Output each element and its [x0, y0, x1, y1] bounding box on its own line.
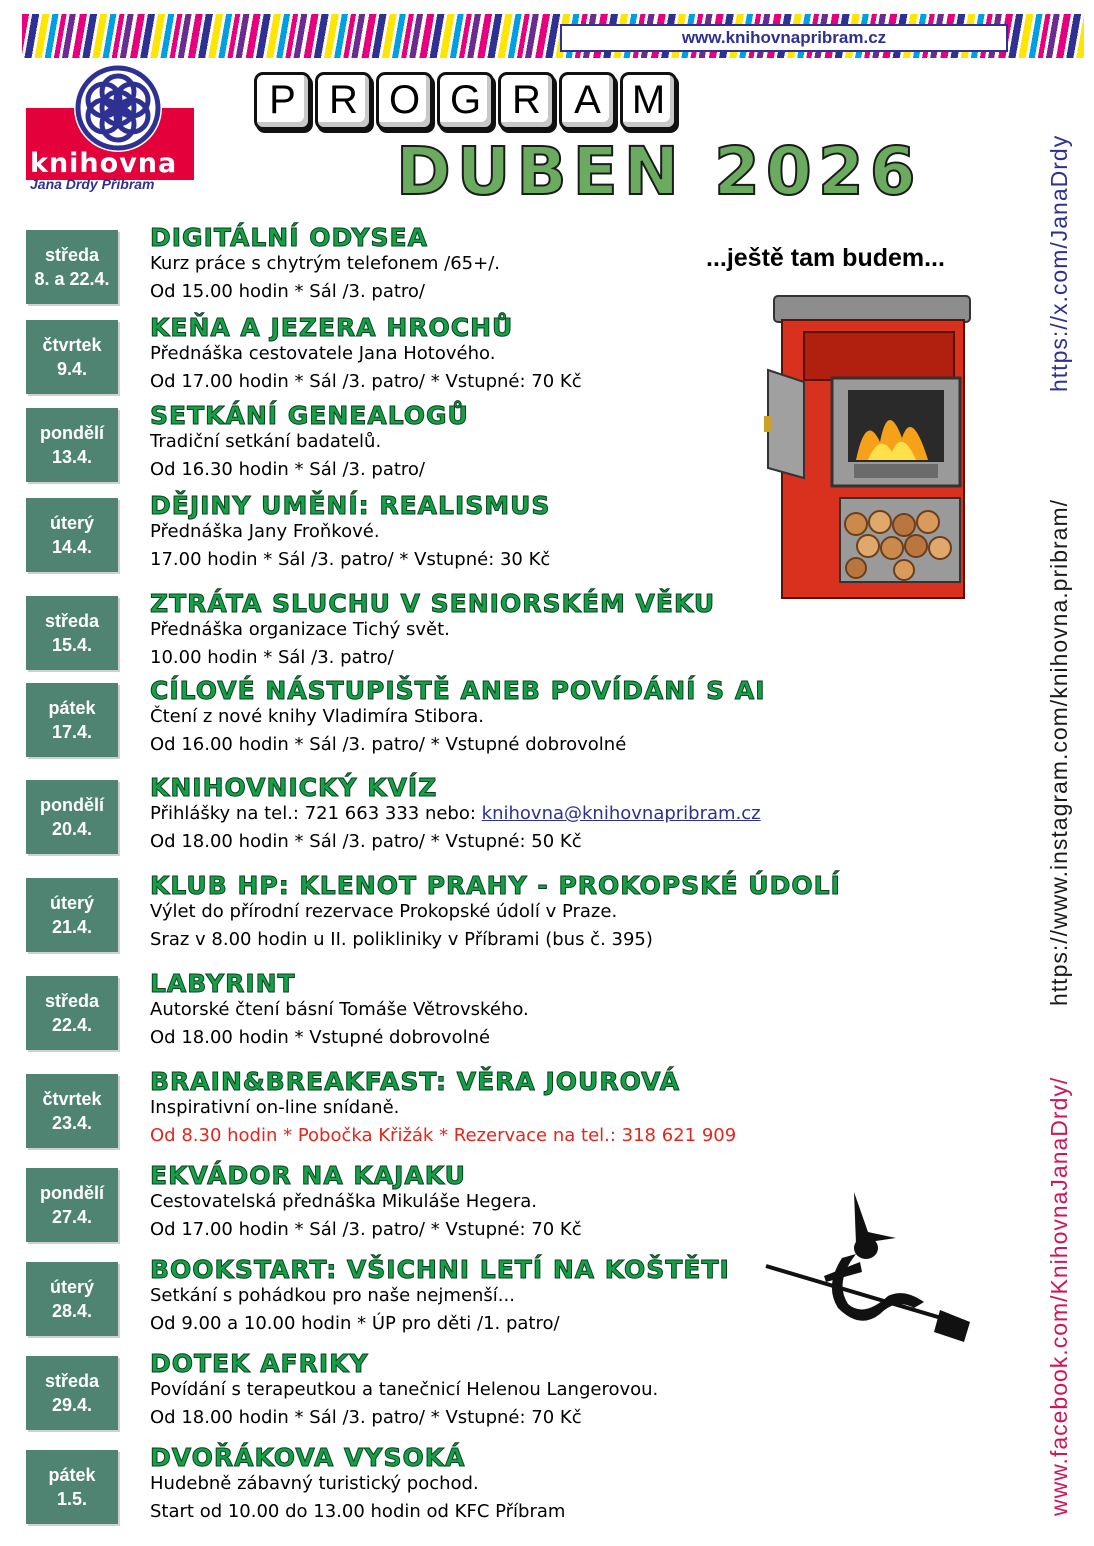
keycap: M	[620, 72, 677, 130]
event-title: BOOKSTART: VŠICHNI LETÍ NA KOŠTĚTI	[150, 1255, 730, 1284]
event-description	[150, 618, 450, 642]
date-day: 9.4.	[56, 359, 88, 379]
date-badge	[26, 976, 118, 1050]
event-description-text: Přednáška cestovatele Jana Hotového.	[150, 343, 496, 364]
event-description-text: Cestovatelská přednáška Mikuláše Hegera.	[150, 1191, 538, 1212]
event-description-text: Tradiční setkání badatelů.	[150, 431, 382, 452]
date-day: 15.4.	[51, 635, 93, 655]
event-description-text: Výlet do přírodní rezervace Prokopské údolí v Praze.	[150, 901, 618, 922]
event-description-text: Přednáška Jany Froňkové.	[150, 521, 380, 542]
event-details: Od 8.30 hodin * Pobočka Křižák * Rezervace na tel.: 318 621 909	[150, 1125, 737, 1146]
event-description	[150, 1378, 658, 1402]
logo-subtitle: Jana Drdy Příbram	[30, 176, 155, 192]
event-description	[150, 342, 495, 366]
date-day: 29.4.	[51, 1395, 93, 1415]
event-description	[150, 1472, 479, 1496]
event-title: EKVÁDOR NA KAJAKU	[150, 1161, 466, 1190]
event-description-text: Hudebně zábavný turistický pochod.	[150, 1473, 479, 1494]
website-link[interactable]: www.knihovnapribram.cz	[560, 24, 1008, 52]
event-details: Start od 10.00 do 13.00 hodin od KFC Příbram	[150, 1501, 566, 1522]
date-badge	[26, 780, 118, 854]
event-title: ZTRÁTA SLUCHU V SENIORSKÉM VĚKU	[150, 589, 716, 618]
library-logo	[26, 62, 198, 194]
flower-of-life-icon	[74, 64, 162, 152]
date-day: 17.4.	[51, 722, 93, 742]
event-description-text: Povídání s terapeutkou a tanečnicí Helenou Langerovou.	[150, 1379, 659, 1400]
date-day: 1.5.	[56, 1489, 88, 1509]
event-description	[150, 520, 380, 544]
x-link[interactable]: https://x.com/JanaDrdy	[1046, 134, 1072, 392]
event-details: Sraz v 8.00 hodin u II. polikliniky v Příbrami (bus č. 395)	[150, 929, 653, 950]
program-keycaps	[254, 72, 677, 130]
event-title: LABYRINT	[150, 969, 296, 998]
event-details: Od 16.00 hodin * Sál /3. patro/ * Vstupné dobrovolné	[150, 734, 627, 755]
event-details: Od 15.00 hodin * Sál /3. patro/	[150, 281, 426, 302]
date-weekday: čtvrtek	[42, 335, 102, 355]
date-day: 14.4.	[51, 537, 93, 557]
event-details: Od 17.00 hodin * Sál /3. patro/ * Vstupné: 70 Kč	[150, 1219, 582, 1240]
date-day: 22.4.	[51, 1015, 93, 1035]
event-description-text: Autorské čtení básní Tomáše Větrovského.	[150, 999, 529, 1020]
date-weekday: středa	[44, 245, 100, 265]
date-badge	[26, 1168, 118, 1242]
facebook-link[interactable]: www.facebook.com/KnihovnaJanaDrdy/	[1046, 1076, 1072, 1516]
event-description-text: Inspirativní on-line snídaně.	[150, 1097, 400, 1118]
date-day: 23.4.	[51, 1113, 93, 1133]
event-description-text: Kurz práce s chytrým telefonem /65+/.	[150, 253, 500, 274]
date-weekday: pondělí	[40, 795, 104, 815]
date-badge	[26, 596, 118, 670]
date-weekday: úterý	[49, 513, 94, 533]
event-title: DOTEK AFRIKY	[150, 1349, 369, 1378]
event-title: SETKÁNÍ GENEALOGŮ	[150, 401, 469, 430]
event-details: 10.00 hodin * Sál /3. patro/	[150, 647, 394, 668]
event-details: Od 9.00 a 10.00 hodin * ÚP pro děti /1. patro/	[150, 1313, 560, 1334]
date-badge	[26, 408, 118, 482]
date-weekday: pátek	[48, 698, 96, 718]
date-weekday: středa	[44, 991, 100, 1011]
date-day: 8. a 22.4.	[34, 269, 110, 289]
date-day: 28.4.	[51, 1301, 93, 1321]
event-title: DIGITÁLNÍ ODYSEA	[150, 223, 428, 252]
date-weekday: úterý	[49, 893, 94, 913]
date-day: 21.4.	[51, 917, 93, 937]
event-description	[150, 900, 617, 924]
event-description	[150, 802, 761, 826]
event-details: Od 18.00 hodin * Sál /3. patro/ * Vstupné: 70 Kč	[150, 1407, 582, 1428]
event-description	[150, 252, 500, 276]
event-title: KLUB HP: KLENOT PRAHY - PROKOPSKÉ ÚDOLÍ	[150, 871, 841, 900]
witch-on-broom-illustration	[764, 1192, 974, 1352]
date-badge	[26, 1450, 118, 1524]
date-weekday: středa	[44, 611, 100, 631]
event-description-text: Přihlášky na tel.: 721 663 333 nebo:	[150, 803, 482, 824]
event-details: 17.00 hodin * Sál /3. patro/ * Vstupné: 30 Kč	[150, 549, 551, 570]
stove-illustration	[756, 292, 976, 602]
keycap: A	[559, 72, 616, 130]
event-description-text: Přednáška organizace Tichý svět.	[150, 619, 450, 640]
event-description	[150, 430, 381, 454]
date-weekday: pátek	[48, 1465, 96, 1485]
keycap: G	[437, 72, 494, 130]
month-title: DUBEN 2026	[396, 133, 922, 210]
date-badge	[26, 320, 118, 394]
logo-name: knihovna	[30, 148, 178, 179]
event-details: Od 18.00 hodin * Sál /3. patro/ * Vstupné: 50 Kč	[150, 831, 582, 852]
event-title: DĚJINY UMĚNÍ: REALISMUS	[150, 491, 551, 520]
instagram-link[interactable]: https://www.instagram.com/knihovna.pribram/	[1046, 498, 1072, 1006]
keycap: R	[315, 72, 372, 130]
event-title: KNIHOVNICKÝ KVÍZ	[150, 773, 438, 802]
event-details: Od 18.00 hodin * Vstupné dobrovolné	[150, 1027, 491, 1048]
date-badge	[26, 1356, 118, 1430]
date-day: 13.4.	[51, 447, 93, 467]
date-weekday: čtvrtek	[42, 1089, 102, 1109]
date-weekday: pondělí	[40, 1183, 104, 1203]
date-badge	[26, 1262, 118, 1336]
tagline: ...ještě tam budem...	[706, 244, 945, 272]
event-title: DVOŘÁKOVA VYSOKÁ	[150, 1443, 466, 1472]
date-weekday: úterý	[49, 1277, 94, 1297]
keycap: R	[498, 72, 555, 130]
date-badge	[26, 230, 118, 304]
event-description-text: Setkání s pohádkou pro naše nejmenší...	[150, 1285, 515, 1306]
date-weekday: středa	[44, 1371, 100, 1391]
event-description	[150, 998, 529, 1022]
date-badge	[26, 498, 118, 572]
date-badge	[26, 878, 118, 952]
event-description	[150, 1190, 537, 1214]
event-title: KEŇA A JEZERA HROCHŮ	[150, 313, 514, 342]
event-description	[150, 705, 484, 729]
event-details: Od 17.00 hodin * Sál /3. patro/ * Vstupné: 70 Kč	[150, 371, 582, 392]
email-link[interactable]: knihovna@knihovnapribram.cz	[481, 803, 761, 824]
keycap: P	[254, 72, 311, 130]
event-description	[150, 1284, 515, 1308]
date-day: 27.4.	[51, 1207, 93, 1227]
date-badge	[26, 683, 118, 757]
date-badge	[26, 1074, 118, 1148]
date-weekday: pondělí	[40, 423, 104, 443]
event-description	[150, 1096, 399, 1120]
event-title: CÍLOVÉ NÁSTUPIŠTĚ ANEB POVÍDÁNÍ S AI	[150, 676, 766, 705]
event-description-text: Čtení z nové knihy Vladimíra Stibora.	[150, 706, 485, 727]
event-details: Od 16.30 hodin * Sál /3. patro/	[150, 459, 426, 480]
keycap: O	[376, 72, 433, 130]
date-day: 20.4.	[51, 819, 93, 839]
event-title: BRAIN&BREAKFAST: VĚRA JOUROVÁ	[150, 1067, 681, 1096]
